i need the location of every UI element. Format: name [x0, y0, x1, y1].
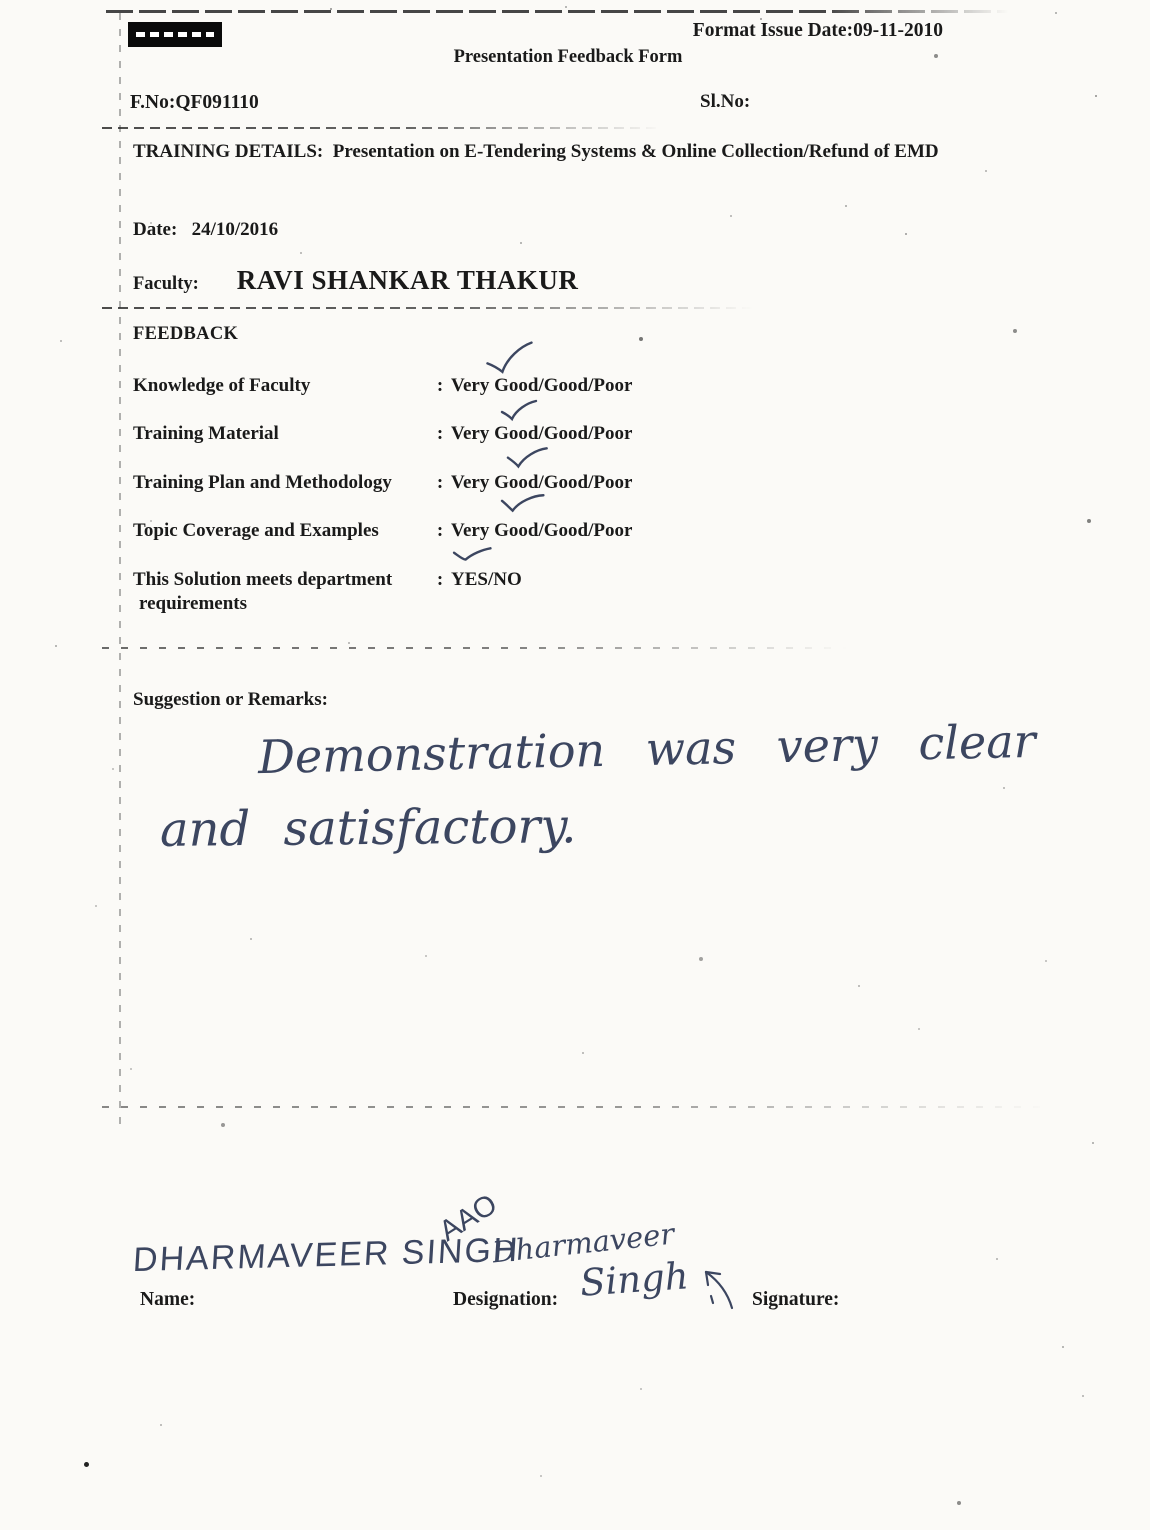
- feedback-value: YES/NO: [451, 569, 522, 590]
- separator-line: [102, 127, 662, 129]
- scan-noise: [0, 0, 2, 2]
- colon: :: [436, 472, 444, 493]
- feedback-label-line2: requirements: [139, 593, 248, 614]
- signature-label: Signature:: [752, 1289, 840, 1310]
- feedback-row: [133, 374, 632, 398]
- training-details-description: Presentation on E-Tendering Systems & Online Collection/Refund of EMD: [332, 141, 939, 162]
- feedback-row: [133, 568, 522, 616]
- feedback-label-line1: This Solution meets department: [133, 569, 393, 590]
- feedback-label: Knowledge of Faculty: [133, 375, 311, 396]
- feedback-row: [133, 422, 632, 446]
- checkmark-tick-icon: [451, 544, 492, 565]
- training-details: [133, 140, 991, 164]
- feedback-row: [133, 519, 632, 543]
- separator-line: [102, 307, 752, 309]
- feedback-heading: FEEDBACK: [133, 324, 239, 344]
- faculty-label: Faculty:: [133, 274, 199, 294]
- pen-arrow-icon: [698, 1266, 740, 1310]
- logo-dashes-icon: [136, 32, 214, 37]
- page-top-scan-line: [106, 10, 1008, 13]
- feedback-label: Training Material: [133, 423, 279, 444]
- handwritten-designation: AAO: [433, 1188, 503, 1248]
- feedback-value: Very Good/Good/Poor: [451, 520, 633, 541]
- faculty-row: [133, 265, 578, 296]
- page-title: Presentation Feedback Form: [453, 47, 683, 67]
- separator-line: [102, 647, 847, 649]
- colon: :: [436, 569, 444, 590]
- date-row: [133, 218, 278, 242]
- handwritten-signature-first: Dharmaveer: [490, 1216, 676, 1270]
- colon: :: [436, 375, 444, 396]
- redacted-logo: [128, 22, 222, 47]
- format-issue-date: Format Issue Date:09-11-2010: [692, 20, 943, 41]
- feedback-row: [133, 471, 632, 495]
- separator-line: [102, 1106, 1047, 1108]
- colon: :: [436, 423, 444, 444]
- feedback-label: Topic Coverage and Examples: [133, 520, 379, 541]
- handwritten-name: DHARMAVEER SINGH: [131, 1230, 521, 1280]
- checkmark-tick-icon: [500, 399, 538, 422]
- file-number: F.No:QF091110: [130, 92, 259, 113]
- date-label: Date:: [133, 219, 178, 240]
- faculty-name: RAVI SHANKAR THAKUR: [236, 265, 579, 295]
- name-label: Name:: [140, 1289, 196, 1310]
- handwritten-signature-last: Singh: [578, 1254, 690, 1305]
- feedback-value: Very Good/Good/Poor: [451, 472, 633, 493]
- stray-ink-dot: [84, 1462, 89, 1467]
- designation-label: Designation:: [453, 1289, 559, 1310]
- checkmark-tick-icon: [505, 444, 549, 472]
- remarks-label: Suggestion or Remarks:: [133, 689, 328, 710]
- feedback-value: Very Good/Good/Poor: [451, 423, 633, 444]
- checkmark-tick-icon: [483, 340, 538, 375]
- handwritten-remark-line1: Demonstration was very clear: [257, 713, 1037, 785]
- feedback-value: Very Good/Good/Poor: [451, 375, 633, 396]
- handwritten-remark-line2: and satisfactory.: [159, 798, 577, 858]
- serial-number-label: Sl.No:: [700, 91, 751, 112]
- page-left-scan-border: [119, 13, 121, 1133]
- training-details-label: TRAINING DETAILS:: [133, 141, 324, 162]
- colon: :: [436, 520, 444, 541]
- feedback-label: [133, 568, 429, 616]
- feedback-label: Training Plan and Methodology: [133, 472, 392, 493]
- date-value: 24/10/2016: [191, 219, 279, 240]
